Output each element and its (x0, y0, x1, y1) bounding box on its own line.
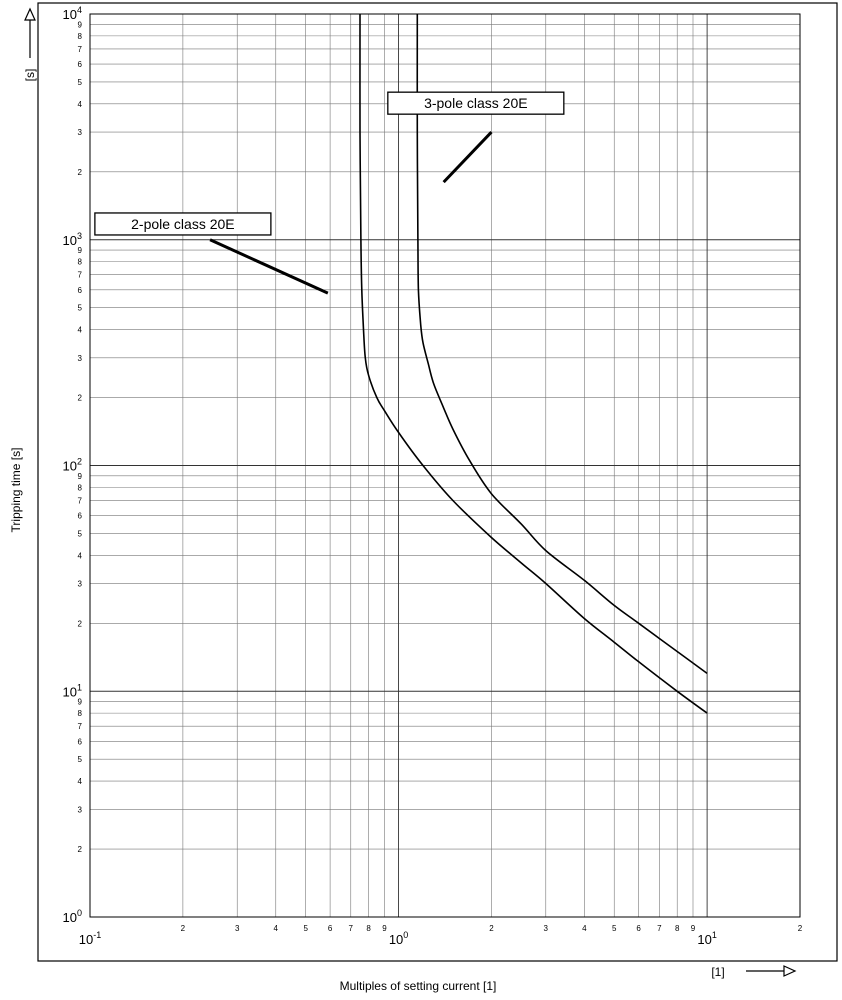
y-tick-label: 8 (77, 483, 82, 493)
x-tick-label: 8 (674, 924, 680, 933)
y-tick-label: 4 (77, 99, 82, 109)
x-unit-label: [1] (711, 965, 725, 979)
y-tick-label: 9 (77, 471, 82, 481)
x-tick-label: 3 (543, 924, 549, 933)
x-tick-label: 2 (797, 924, 803, 933)
y-tick-label: 7 (77, 270, 82, 280)
y-tick-label: 9 (77, 20, 82, 30)
y-tick-label: 5 (77, 755, 82, 765)
y-tick-label: 5 (77, 529, 82, 539)
x-tick-label: 2 (180, 924, 186, 933)
x-axis-arrow-icon (746, 966, 795, 976)
y-tick-label: 4 (77, 777, 82, 787)
x-tick-label: 9 (382, 924, 387, 933)
x-axis-label: Multiples of setting current [1] (339, 979, 497, 993)
y-major-tick-label: $10^1$ (62, 682, 82, 700)
x-major-tick-label: $10^1$ (697, 930, 717, 947)
y-tick-label: 2 (77, 167, 82, 177)
x-tick-label: 3 (234, 924, 240, 933)
y-tick-label: 3 (77, 128, 82, 138)
x-tick-label: 2 (489, 924, 494, 933)
y-tick-label: 6 (77, 285, 82, 295)
y-tick-label: 4 (77, 325, 82, 335)
y-tick-label: 6 (77, 737, 82, 747)
y-tick-label: 9 (77, 246, 82, 256)
y-tick-label: 2 (77, 393, 82, 403)
y-tick-label: 5 (77, 77, 82, 87)
x-tick-label: 4 (582, 924, 587, 933)
y-axis-label: Tripping time [s] (9, 447, 23, 533)
y-tick-label: 5 (77, 303, 82, 313)
annotation-pointer (210, 240, 328, 293)
y-tick-label: 9 (77, 697, 82, 707)
y-tick-label: 7 (77, 496, 82, 506)
y-tick-label: 3 (77, 579, 82, 589)
y-tick-label: 8 (77, 709, 82, 719)
annotation-label: 2-pole class 20E (131, 215, 235, 232)
y-major-tick-label: $10^3$ (62, 230, 82, 248)
y-tick-label: 3 (77, 805, 82, 815)
x-tick-label: 4 (273, 924, 278, 933)
y-axis-arrow-icon (25, 9, 35, 58)
y-tick-label: 2 (77, 845, 82, 855)
x-tick-label: 5 (612, 924, 617, 933)
y-tick-label: 6 (77, 511, 82, 521)
grid (90, 14, 800, 917)
x-tick-label: 5 (303, 924, 308, 933)
x-tick-label: 7 (348, 924, 353, 933)
x-major-tick-label: $10^0$ (388, 930, 409, 947)
y-tick-label: 7 (77, 722, 82, 732)
x-tick-label: 7 (657, 924, 662, 933)
y-major-tick-label: $10^2$ (62, 456, 82, 474)
y-tick-label: 8 (77, 257, 82, 267)
y-tick-label: 6 (77, 60, 82, 70)
y-tick-label: 2 (77, 619, 82, 629)
x-tick-label: 8 (366, 924, 371, 933)
y-major-tick-label: $10^0$ (62, 908, 82, 925)
y-tick-label: 7 (77, 44, 82, 54)
x-tick-label: 9 (690, 924, 696, 933)
x-tick-label: 6 (327, 924, 333, 933)
y-tick-label: 3 (77, 353, 82, 363)
x-major-tick-label: $10^{-1}$ (78, 930, 102, 947)
y-unit-label: [s] (23, 68, 37, 82)
y-tick-label: 4 (77, 551, 82, 561)
x-tick-label: 6 (636, 924, 641, 933)
y-tick-label: 8 (77, 31, 82, 41)
annotation-label: 3-pole class 20E (424, 95, 528, 112)
y-major-tick-label: $10^4$ (62, 5, 82, 22)
annotation-pointer (444, 132, 492, 182)
series-layer (360, 14, 707, 713)
series-line-2-pole (360, 14, 707, 713)
annotation-layer (95, 92, 564, 293)
